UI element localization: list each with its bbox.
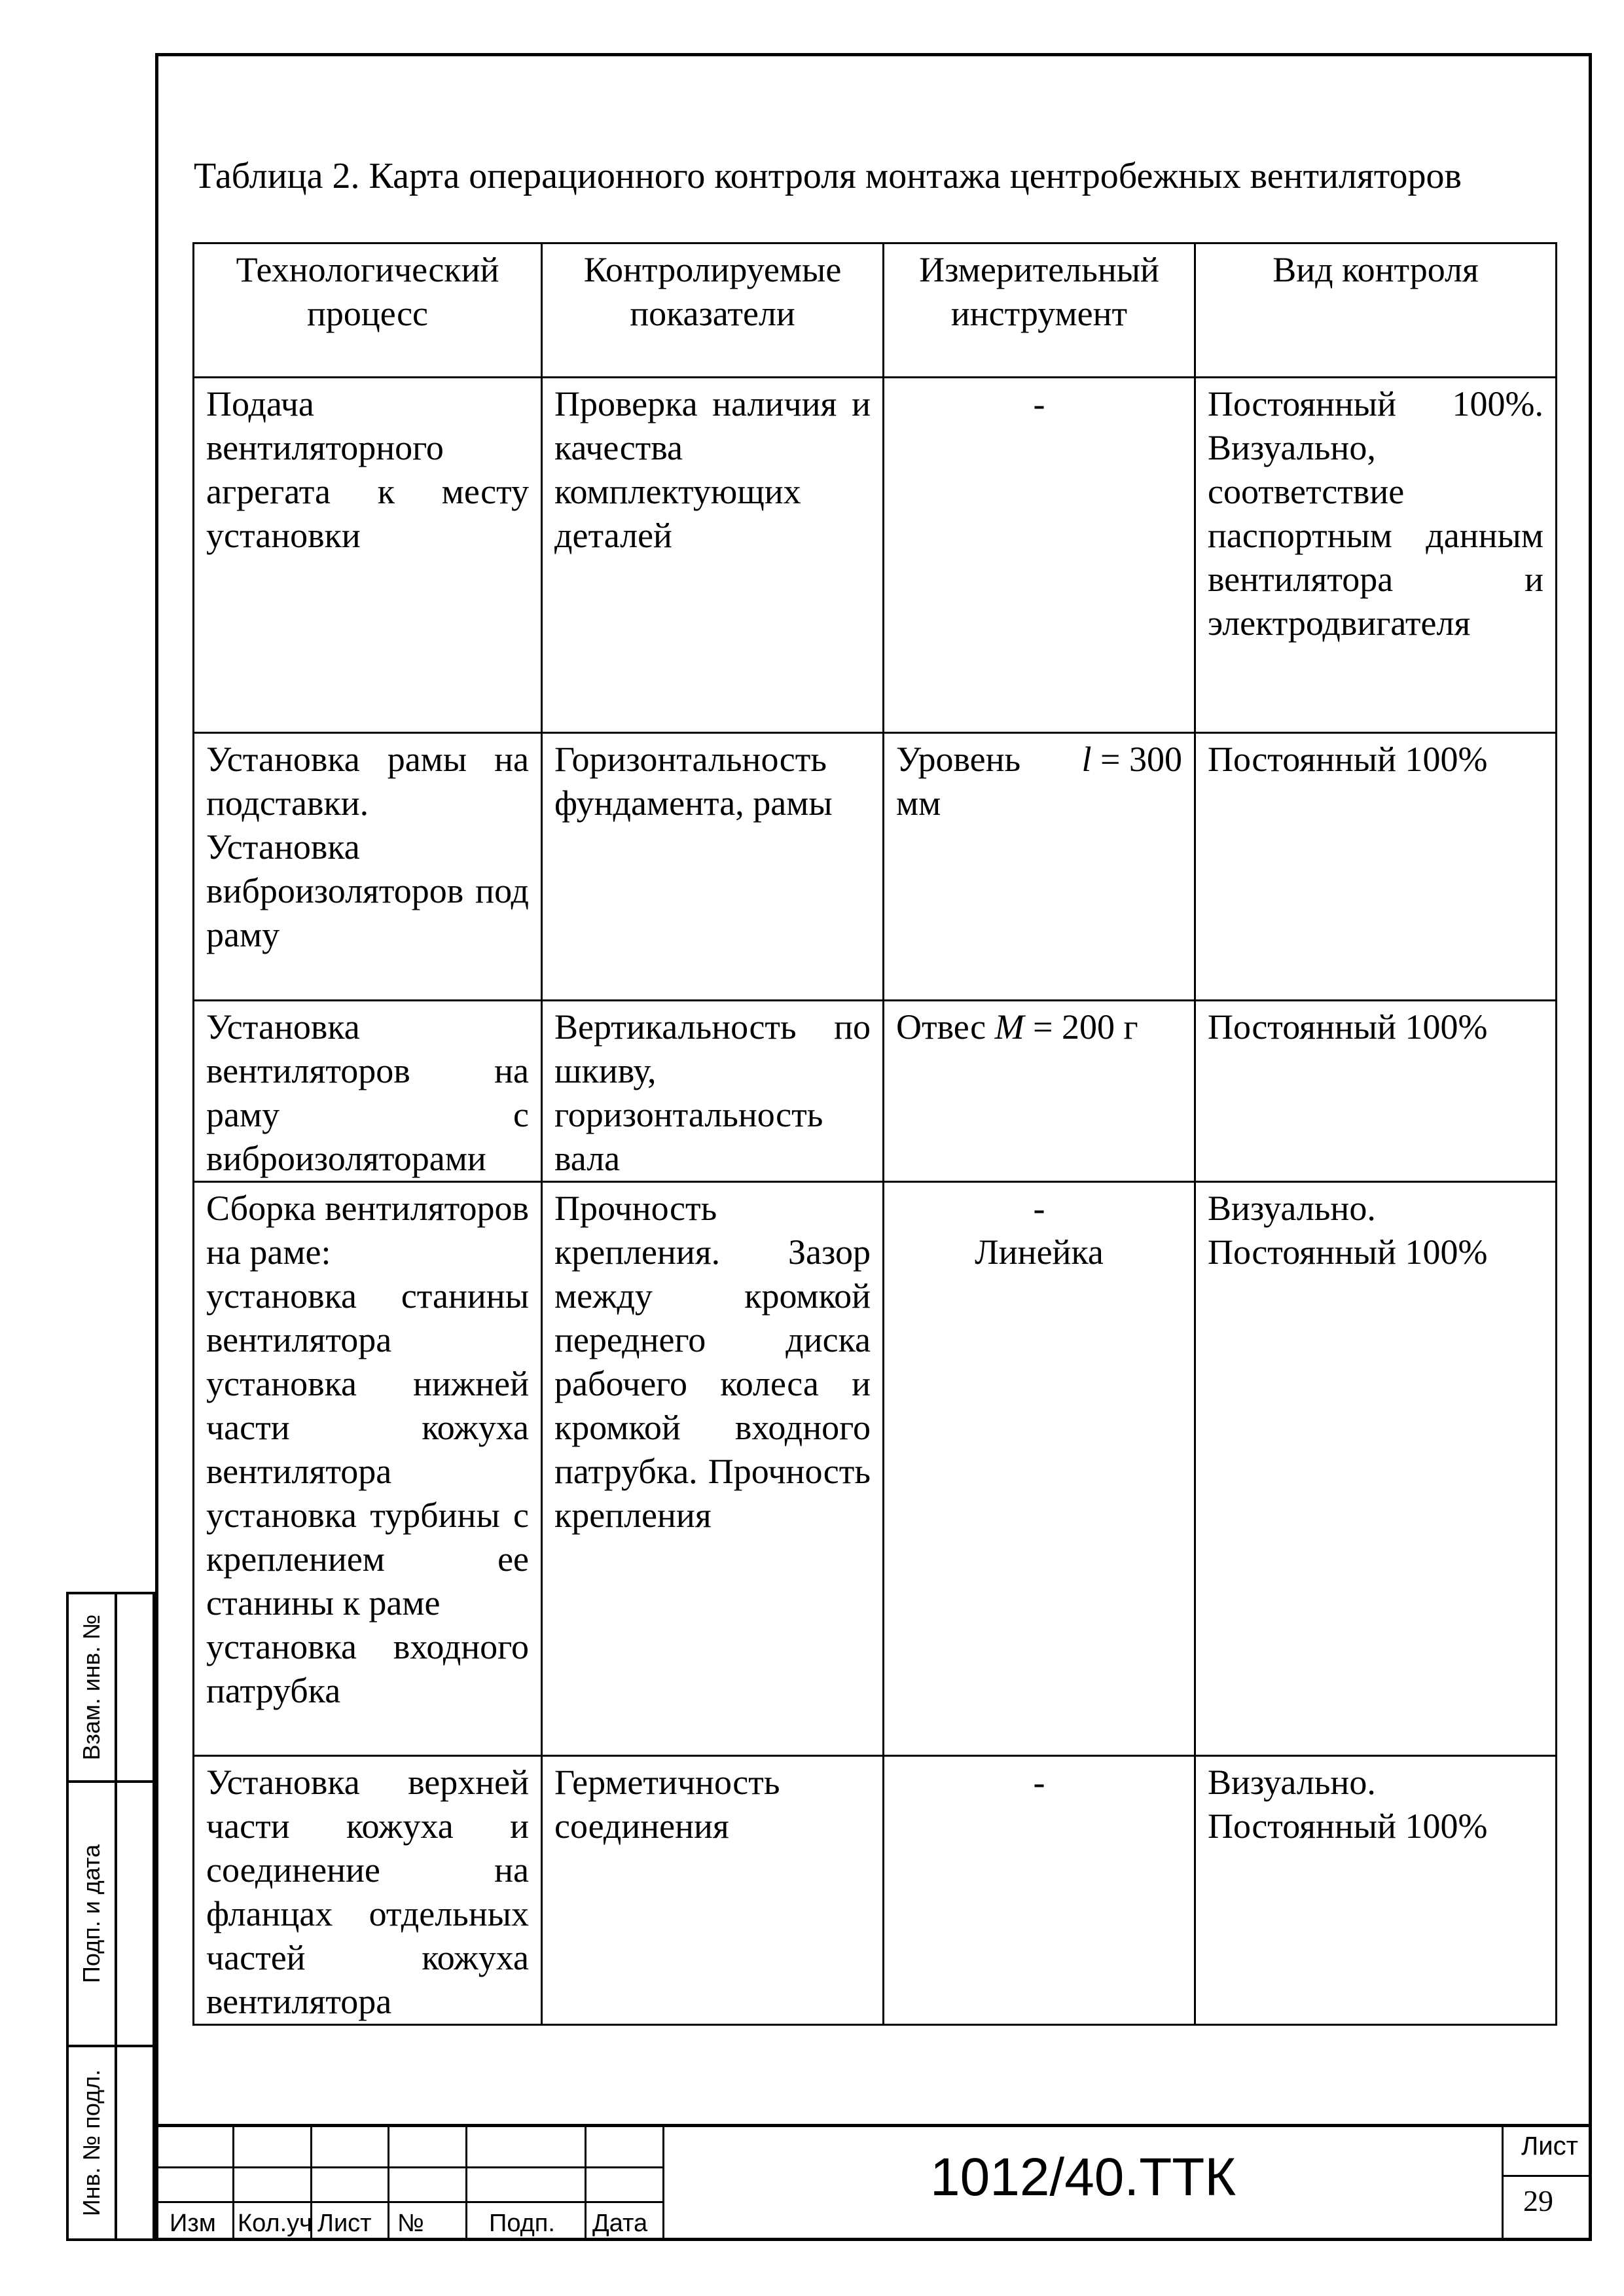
cell-indicators: Проверка наличия и качества комплектующих деталей (542, 378, 884, 733)
cell-instrument: - (884, 1756, 1195, 2025)
side-box-signature-date (66, 1780, 155, 2047)
cell-instrument (884, 1001, 1195, 1182)
sheet-number: 29 (1523, 2184, 1553, 2217)
table-caption: Таблица 2. Карта операционного контроля монтажа центробежных вентиляторов (194, 156, 1462, 196)
cell-control: Постоянный 100% (1195, 1001, 1557, 1182)
cell-control: Визуально. Постоянный 100% (1195, 1182, 1557, 1756)
col-label-number: № (397, 2210, 424, 2237)
cell-control: Постоянный 100%. Визуально, соответствие паспортным данным вентилятора и электродвигателя (1195, 378, 1557, 733)
side-label: Инв. № подл. (78, 2069, 105, 2217)
col-label-date: Дата (592, 2210, 648, 2237)
table-row (194, 1001, 1557, 1182)
instrument-unit: мм (896, 783, 941, 823)
side-label: Взам. инв. № (78, 1614, 105, 1761)
table-row (194, 1182, 1557, 1756)
document-code: 1012/40.ТТК (930, 2147, 1236, 2207)
cell-process: Установка верхней части кожуха и соединение на фланцах отдельных частей кожуха вентилятора (194, 1756, 542, 2025)
cell-indicators: Прочность крепления. Зазор между кромкой переднего диска рабочего колеса и кромкой входного патрубка. Прочность крепления (542, 1182, 884, 1756)
instrument-variable: M (994, 1007, 1024, 1047)
header-control: Вид контроля (1195, 243, 1557, 378)
control-table (192, 242, 1557, 2026)
instrument-formula-value (1082, 738, 1182, 781)
cell-indicators: Вертикальность по шкиву, горизонтальность вала (542, 1001, 884, 1182)
cell-instrument (884, 1182, 1195, 1756)
cell-process: Установка вентиляторов на раму с виброизоляторами (194, 1001, 542, 1182)
process-line: установка входного патрубка (206, 1627, 529, 1710)
cell-indicators: Герметичность соединения (542, 1756, 884, 2025)
col-label-list: Лист (317, 2210, 372, 2237)
sheet-label: Лист (1521, 2132, 1578, 2161)
instrument-value: = 200 г (1033, 1007, 1138, 1047)
cell-control: Визуально. Постоянный 100% (1195, 1756, 1557, 2025)
cell-process (194, 1182, 542, 1756)
table-row (194, 378, 1557, 733)
header-instrument: Измерительный инструмент (884, 243, 1195, 378)
header-process: Технологический процесс (194, 243, 542, 378)
cell-instrument (884, 733, 1195, 1001)
header-indicators: Контролируемые показатели (542, 243, 884, 378)
process-line: Сборка вентиляторов на раме: (206, 1189, 529, 1272)
process-line: установка нижней части кожуха вентилятора (206, 1364, 529, 1491)
instrument-line: Линейка (975, 1232, 1104, 1272)
instrument-name: Уровень (896, 740, 1021, 779)
table-row (194, 1756, 1557, 2025)
side-box-original-inv (66, 2045, 155, 2241)
process-line: установка станины вентилятора (206, 1276, 529, 1359)
instrument-value: = 300 (1100, 740, 1182, 779)
cell-process: Установка рамы на подставки. Установка виброизоляторов под раму (194, 733, 542, 1001)
process-line: установка турбины с креплением ее станины к раме (206, 1496, 529, 1623)
instrument-name: Отвес (896, 1007, 986, 1047)
col-label-signature: Подп. (489, 2210, 555, 2237)
instrument-line: - (1033, 1189, 1045, 1228)
col-label-izm: Изм (170, 2210, 216, 2237)
instrument-variable: l (1081, 740, 1092, 779)
cell-instrument: - (884, 378, 1195, 733)
title-block (155, 2124, 1592, 2241)
col-label-kol-uch: Кол.уч (238, 2210, 312, 2237)
instrument-formula (896, 738, 1182, 781)
cell-process: Подача вентиляторного агрегата к месту установки (194, 378, 542, 733)
side-label: Подп. и дата (78, 1844, 105, 1984)
side-box-replacement-inv (66, 1592, 155, 1783)
cell-indicators: Горизонтальность фундамента, рамы (542, 733, 884, 1001)
cell-control: Постоянный 100% (1195, 733, 1557, 1001)
table-header-row (194, 243, 1557, 378)
table-row (194, 733, 1557, 1001)
